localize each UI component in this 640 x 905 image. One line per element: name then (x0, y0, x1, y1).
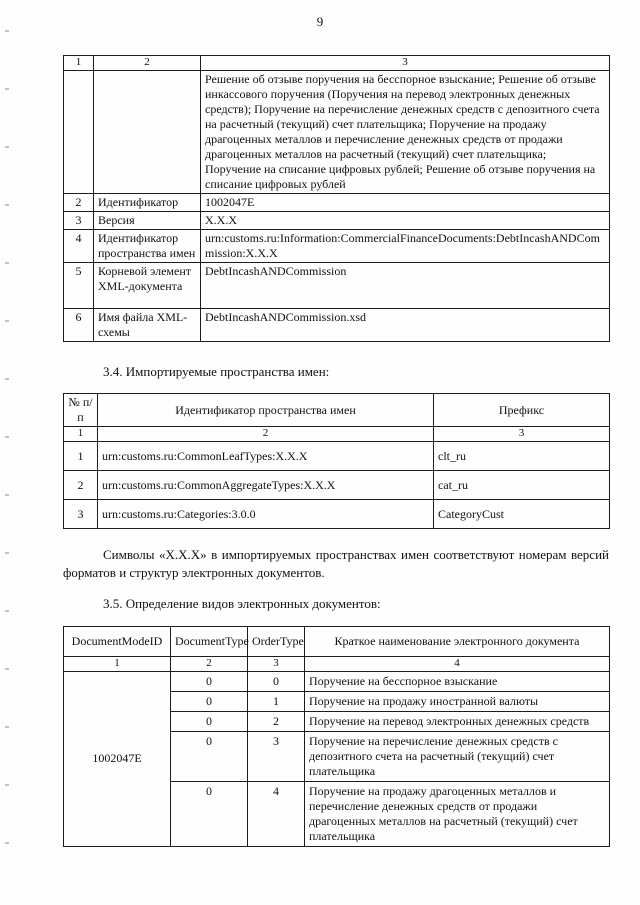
value-cell: X.X.X (201, 212, 610, 230)
value-cell: urn:customs.ru:Information:CommercialFinanceDocuments:DebtIncashANDCommission:X.X.X (201, 230, 610, 263)
document-name-cell: Поручение на перевод электронных денежных средств (305, 711, 610, 731)
header-row (64, 626, 610, 656)
table-row (64, 71, 610, 194)
namespace-cell: urn:customs.ru:CommonLeafTypes:X.X.X (98, 442, 434, 471)
column-header: DocumentModeID (64, 626, 171, 656)
document-name-cell: Поручение на бесспорное взыскание (305, 671, 610, 691)
column-header: № п/п (64, 394, 98, 427)
row-number-cell: 2 (64, 471, 98, 500)
column-number: 4 (305, 656, 610, 671)
table-row (64, 500, 610, 529)
prefix-cell: clt_ru (434, 442, 610, 471)
label-cell: Идентификатор пространства имен (94, 230, 201, 263)
column-number: 1 (64, 427, 98, 442)
document-type-cell: 0 (171, 691, 248, 711)
column-header: Идентификатор пространства имен (98, 394, 434, 427)
table-row (64, 309, 610, 342)
table-row (64, 671, 610, 691)
order-type-cell: 4 (248, 781, 305, 846)
table-row (64, 212, 610, 230)
value-cell: 1002047E (201, 194, 610, 212)
column-number-row (64, 56, 610, 71)
column-number: 2 (171, 656, 248, 671)
row-number-cell: 6 (64, 309, 94, 342)
column-number: 2 (94, 56, 201, 71)
section-heading-3-5: 3.5. Определение видов электронных документов: (103, 595, 381, 611)
column-number: 1 (64, 56, 94, 71)
document-type-cell: 0 (171, 781, 248, 846)
row-number-cell: 1 (64, 442, 98, 471)
column-number-row (64, 656, 610, 671)
row-number-cell (64, 71, 94, 194)
row-number-cell: 3 (64, 500, 98, 529)
value-cell: DebtIncashANDCommission (201, 263, 610, 309)
page-content (63, 55, 609, 847)
label-cell: Имя файла XML-схемы (94, 309, 201, 342)
order-type-cell: 0 (248, 671, 305, 691)
table-row (64, 263, 610, 309)
document-name-cell: Поручение на продажу иностранной валюты (305, 691, 610, 711)
document-mode-id-cell: 1002047E (64, 671, 171, 846)
header-row (64, 394, 610, 427)
order-type-cell: 1 (248, 691, 305, 711)
column-header: Краткое наименование электронного документа (305, 626, 610, 656)
column-number-row (64, 427, 610, 442)
order-type-cell: 2 (248, 711, 305, 731)
label-cell (94, 71, 201, 194)
row-number-cell: 2 (64, 194, 94, 212)
table-row (64, 471, 610, 500)
namespace-cell: urn:customs.ru:CommonAggregateTypes:X.X.X (98, 471, 434, 500)
label-cell: Корневой элемент XML-документа (94, 263, 201, 309)
prefix-cell: CategoryCust (434, 500, 610, 529)
value-cell: DebtIncashANDCommission.xsd (201, 309, 610, 342)
note-paragraph: Символы «X.X.X» в импортируемых пространствах имен соответствуют номерам версий форматов и структур электронных документов. (63, 547, 609, 580)
row-number-cell: 5 (64, 263, 94, 309)
page-number: 9 (316, 14, 324, 29)
table-row (64, 194, 610, 212)
column-header: DocumentType (171, 626, 248, 656)
document-type-cell: 0 (171, 671, 248, 691)
label-cell: Версия (94, 212, 201, 230)
label-cell: Идентификатор (94, 194, 201, 212)
column-header: Префикс (434, 394, 610, 427)
section-heading-3-4: 3.4. Импортируемые пространства имен: (103, 364, 330, 379)
prefix-cell: cat_ru (434, 471, 610, 500)
document-name-cell: Поручение на продажу драгоценных металлов и перечисление денежных средств от продажи драгоценных металлов на расчетный (текущий) счет плательщика (305, 781, 610, 846)
column-number: 2 (98, 427, 434, 442)
table-row (64, 230, 610, 263)
column-number: 3 (248, 656, 305, 671)
value-cell: Решение об отзыве поручения на бесспорное взыскание; Решение об отзыве инкассового поручения (Поручения на перевод электронных денежных средств); Поручение на перечисление денежных средств с депозитного счета на расчетный (текущий) счет плательщика; Поручение на продажу драгоценных металлов и перечисление денежных средств от продажи драгоценных металлов на расчетный (текущий) счет плательщика; Поручение на списание цифровых рублей; Решение об отзыве поручения на списание цифровых рублей (201, 71, 610, 194)
order-type-cell: 3 (248, 731, 305, 781)
document-type-cell: 0 (171, 731, 248, 781)
document-type-cell: 0 (171, 711, 248, 731)
namespace-cell: urn:customs.ru:Categories:3.0.0 (98, 500, 434, 529)
scan-artifact (5, 30, 9, 890)
row-number-cell: 3 (64, 212, 94, 230)
column-number: 1 (64, 656, 171, 671)
column-header: OrderType (248, 626, 305, 656)
table-row (64, 442, 610, 471)
namespaces-table (63, 393, 610, 529)
column-number: 3 (434, 427, 610, 442)
document-name-cell: Поручение на перечисление денежных средств с депозитного счета на расчетный (текущий) счет плательщика (305, 731, 610, 781)
document-types-table (63, 626, 610, 847)
row-number-cell: 4 (64, 230, 94, 263)
column-number: 3 (201, 56, 610, 71)
document-spec-table (63, 55, 610, 342)
